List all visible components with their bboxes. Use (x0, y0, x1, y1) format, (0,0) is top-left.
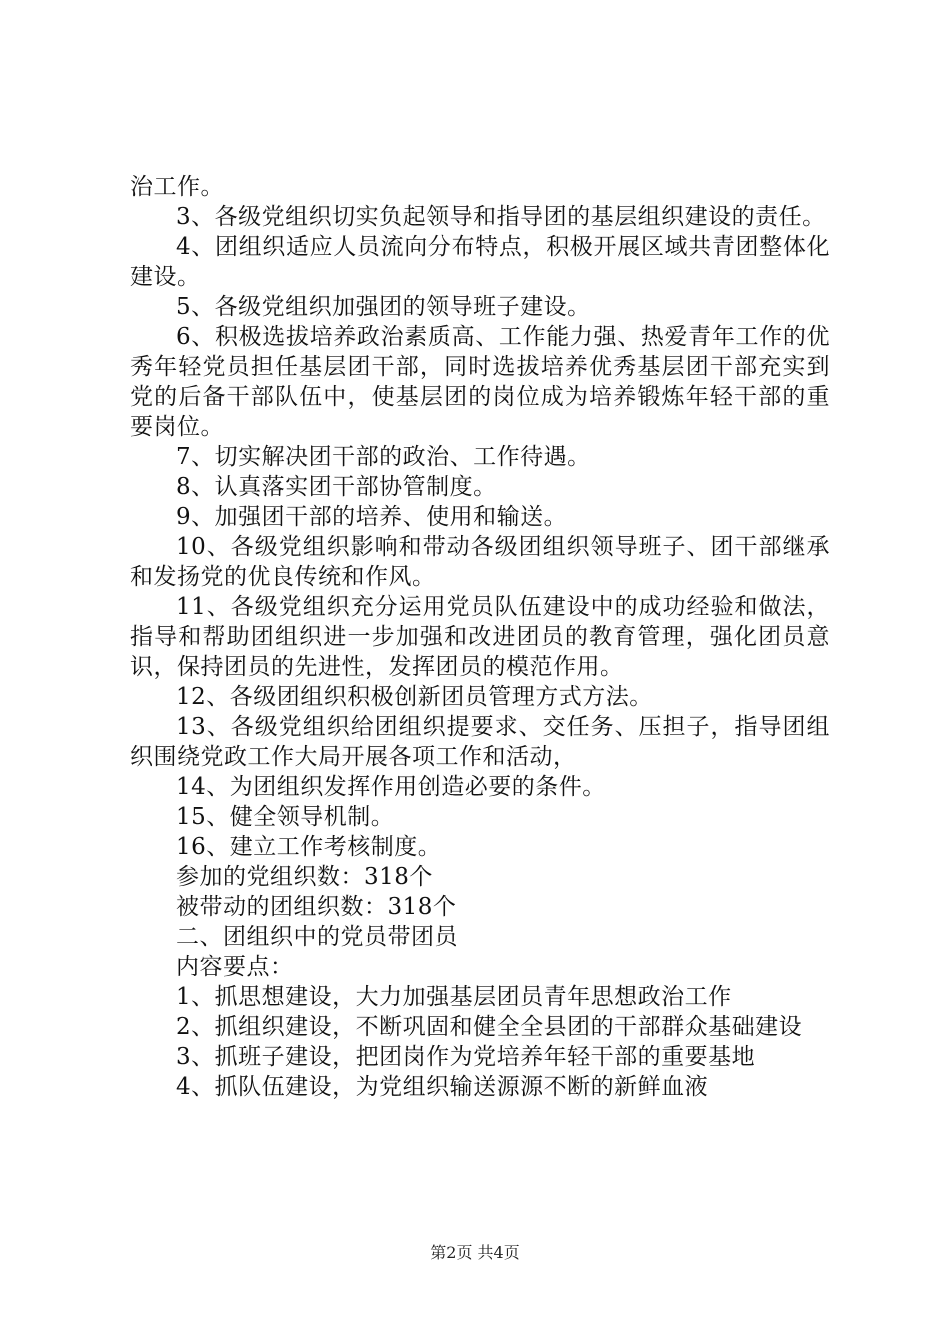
list-item: 3、抓班子建设，把团岗作为党培养年轻干部的重要基地 (176, 1044, 756, 1070)
paragraph: 8、认真落实团干部协管制度。 (176, 474, 497, 500)
paragraph: 5、各级党组织加强团的领导班子建设。 (176, 294, 591, 320)
paragraph: 15、健全领导机制。 (176, 804, 395, 830)
paragraph: 12、各级团组织积极创新团员管理方式方法。 (176, 684, 653, 710)
list-item: 2、抓组织建设，不断巩固和健全全县团的干部群众基础建设 (176, 1014, 803, 1040)
paragraph: 4、团组织适应人员流向分布特点，积极开展区域共青团整体化建设。 (130, 234, 830, 290)
paragraph: 参加的党组织数：318个 (176, 864, 433, 890)
paragraph: 内容要点： (176, 954, 294, 980)
paragraph: 被带动的团组织数：318个 (176, 894, 457, 920)
section-heading: 二、团组织中的党员带团员 (176, 924, 458, 950)
document-body (130, 172, 830, 1102)
paragraph: 6、积极选拔培养政治素质高、工作能力强、热爱青年工作的优秀年轻党员担任基层团干部，同时选拔培养优秀基层团干部充实到党的后备干部队伍中，使基层团的岗位成为培养锻炼年轻干部的重要岗位。 (130, 324, 830, 440)
paragraph: 16、建立工作考核制度。 (176, 834, 442, 860)
list-item: 1、抓思想建设，大力加强基层团员青年思想政治工作 (176, 984, 732, 1010)
paragraph: 14、为团组织发挥作用创造必要的条件。 (176, 774, 606, 800)
paragraph: 11、各级党组织充分运用党员队伍建设中的成功经验和做法，指导和帮助团组织进一步加强和改进团员的教育管理，强化团员意识，保持团员的先进性，发挥团员的模范作用。 (130, 594, 830, 680)
paragraph: 治工作。 (130, 174, 224, 200)
paragraph: 10、各级党组织影响和带动各级团组织领导班子、团干部继承和发扬党的优良传统和作风。 (130, 534, 830, 590)
paragraph: 13、各级党组织给团组织提要求、交任务、压担子，指导团组织围绕党政工作大局开展各项工作和活动， (130, 714, 830, 770)
list-item: 4、抓队伍建设，为党组织输送源源不断的新鲜血液 (176, 1074, 709, 1100)
paragraph: 9、加强团干部的培养、使用和输送。 (176, 504, 568, 530)
page-number-footer: 第2页 共4页 (430, 1243, 520, 1262)
paragraph: 7、切实解决团干部的政治、工作待遇。 (176, 444, 591, 470)
paragraph: 3、各级党组织切实负起领导和指导团的基层组织建设的责任。 (176, 204, 826, 230)
